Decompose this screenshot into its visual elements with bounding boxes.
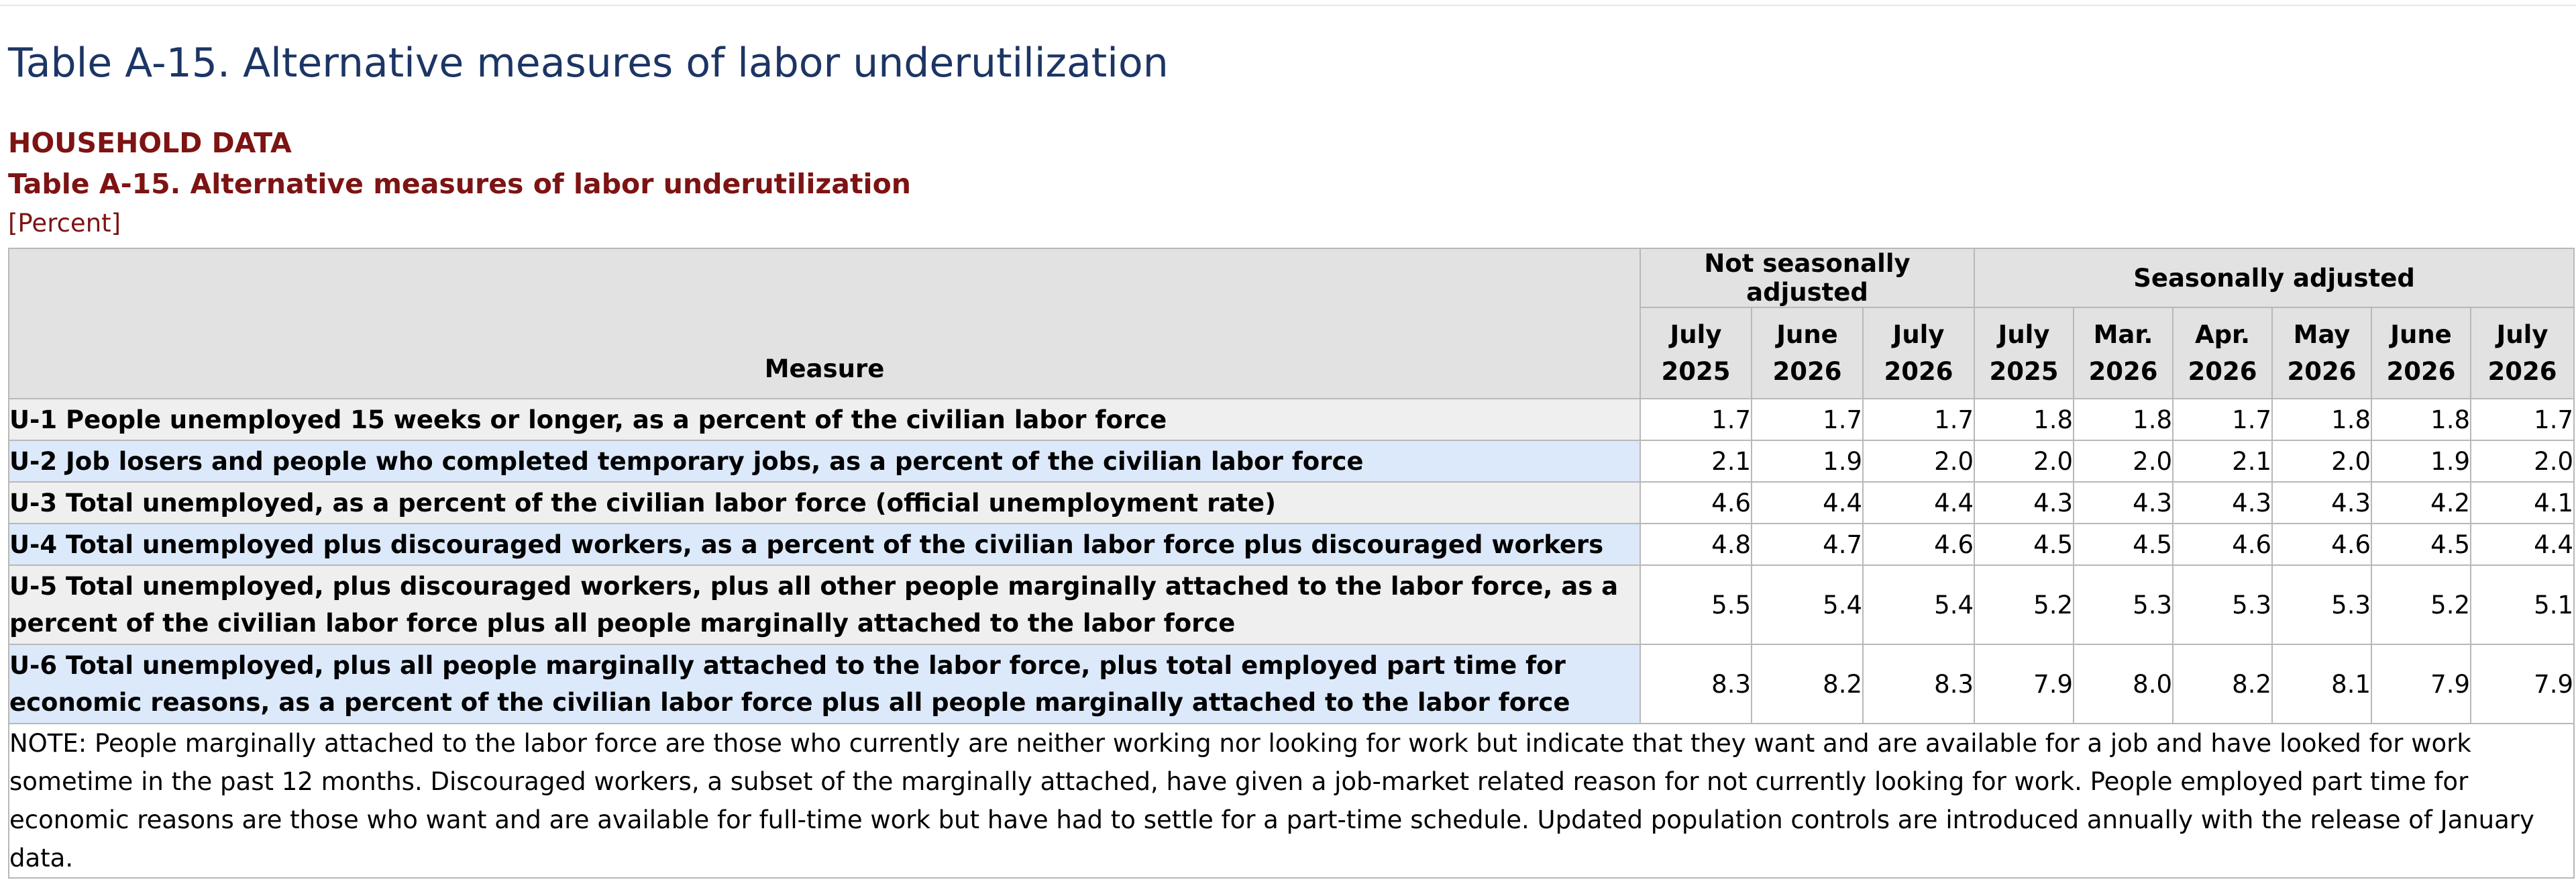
value-cell: 5.5 <box>1640 565 1752 644</box>
value-cell: 4.3 <box>1974 482 2074 524</box>
column-header-year: 2025 <box>1989 357 2059 386</box>
value-cell: 1.8 <box>2371 399 2471 440</box>
row-label: U-3 Total unemployed, as a percent of the civilian labor force (official unemployment rate) <box>9 482 1640 524</box>
dataset-label: HOUSEHOLD DATA <box>8 127 292 159</box>
value-cell: 1.7 <box>1863 399 1974 440</box>
value-cell: 5.4 <box>1752 565 1863 644</box>
value-cell: 4.6 <box>1640 482 1752 524</box>
value-cell: 4.5 <box>1974 524 2074 565</box>
column-header <box>2074 307 2173 399</box>
column-header <box>2173 307 2272 399</box>
column-header <box>2272 307 2371 399</box>
value-cell: 4.7 <box>1752 524 1863 565</box>
column-header-month: July <box>2496 320 2548 349</box>
value-cell: 8.1 <box>2272 644 2371 724</box>
column-header-year: 2026 <box>2386 357 2456 386</box>
value-cell: 1.8 <box>2074 399 2173 440</box>
row-label: U-6 Total unemployed, plus all people marginally attached to the labor force, plus total employed part time for economic reasons, as a percent of the civilian labor force plus all people marginally attached to the labor force <box>9 644 1640 724</box>
value-cell: 1.8 <box>1974 399 2074 440</box>
value-cell: 5.2 <box>1974 565 2074 644</box>
column-header-month: June <box>1776 320 1838 349</box>
value-cell: 1.7 <box>2471 399 2574 440</box>
value-cell: 5.3 <box>2074 565 2173 644</box>
value-cell: 2.0 <box>1974 440 2074 482</box>
value-cell: 4.3 <box>2173 482 2272 524</box>
column-header-month: Mar. <box>2093 320 2153 349</box>
value-cell: 1.7 <box>1752 399 1863 440</box>
row-label: U-4 Total unemployed plus discouraged workers, as a percent of the civilian labor force plus discouraged workers <box>9 524 1640 565</box>
value-cell: 4.4 <box>1752 482 1863 524</box>
column-header <box>1974 307 2074 399</box>
value-cell: 7.9 <box>1974 644 2074 724</box>
value-cell: 4.6 <box>2173 524 2272 565</box>
table-note: NOTE: People marginally attached to the labor force are those who currently are neither working nor looking for work but indicate that they want and are available for a job and have looked for work sometime in the past 12 months. Discouraged workers, a subset of the marginally attached, have given a job-market related reason for not currently looking for work. People employed part time for economic reasons are those who want and are available for full-time work but have had to settle for a part-time schedule. Updated population controls are introduced annually with the release of January data. <box>9 724 2574 878</box>
value-cell: 4.5 <box>2371 524 2471 565</box>
group-header-not-seasonally-adjusted: Not seasonally adjusted <box>1640 248 1974 307</box>
value-cell: 8.3 <box>1863 644 1974 724</box>
top-divider <box>0 5 2576 6</box>
value-cell: 4.6 <box>1863 524 1974 565</box>
value-cell: 7.9 <box>2471 644 2574 724</box>
column-header-month: July <box>1670 320 1722 349</box>
column-header-year: 2025 <box>1661 357 1731 386</box>
value-cell: 4.6 <box>2272 524 2371 565</box>
value-cell: 5.3 <box>2173 565 2272 644</box>
value-cell: 4.2 <box>2371 482 2471 524</box>
value-cell: 4.5 <box>2074 524 2173 565</box>
value-cell: 1.8 <box>2272 399 2371 440</box>
value-cell: 1.7 <box>1640 399 1752 440</box>
column-header <box>1863 307 1974 399</box>
value-cell: 2.0 <box>2074 440 2173 482</box>
table-row <box>9 399 2574 440</box>
value-cell: 2.0 <box>2272 440 2371 482</box>
column-header-year: 2026 <box>1884 357 1953 386</box>
column-header <box>2371 307 2471 399</box>
page-title: Table A-15. Alternative measures of labor underutilization <box>8 40 1169 87</box>
column-header-year: 2026 <box>2487 357 2557 386</box>
note-row <box>9 724 2574 878</box>
table-row <box>9 524 2574 565</box>
table-body <box>9 399 2574 724</box>
value-cell: 1.9 <box>2371 440 2471 482</box>
value-cell: 4.4 <box>1863 482 1974 524</box>
value-cell: 5.1 <box>2471 565 2574 644</box>
value-cell: 4.8 <box>1640 524 1752 565</box>
column-header <box>1752 307 1863 399</box>
column-header-month: July <box>1892 320 1945 349</box>
row-label: U-2 Job losers and people who completed temporary jobs, as a percent of the civilian labor force <box>9 440 1640 482</box>
units-label: [Percent] <box>8 209 121 238</box>
value-cell: 5.2 <box>2371 565 2471 644</box>
data-table <box>8 248 2575 879</box>
column-header <box>1640 307 1752 399</box>
column-header-month: Apr. <box>2194 320 2251 349</box>
table-title: Table A-15. Alternative measures of labor underutilization <box>8 168 911 200</box>
header-group-row <box>9 248 2574 307</box>
value-cell: 4.3 <box>2074 482 2173 524</box>
value-cell: 2.1 <box>1640 440 1752 482</box>
value-cell: 4.4 <box>2471 524 2574 565</box>
value-cell: 8.2 <box>2173 644 2272 724</box>
value-cell: 4.3 <box>2272 482 2371 524</box>
group-header-seasonally-adjusted: Seasonally adjusted <box>1974 248 2574 307</box>
value-cell: 2.0 <box>2471 440 2574 482</box>
column-header-year: 2026 <box>2188 357 2257 386</box>
value-cell: 4.1 <box>2471 482 2574 524</box>
value-cell: 2.1 <box>2173 440 2272 482</box>
measure-column-header: Measure <box>9 248 1640 399</box>
column-header-year: 2026 <box>2287 357 2357 386</box>
table-row <box>9 440 2574 482</box>
table-row <box>9 644 2574 724</box>
value-cell: 8.2 <box>1752 644 1863 724</box>
value-cell: 8.0 <box>2074 644 2173 724</box>
column-header <box>2471 307 2574 399</box>
column-header-month: June <box>2390 320 2452 349</box>
value-cell: 2.0 <box>1863 440 1974 482</box>
row-label: U-1 People unemployed 15 weeks or longer, as a percent of the civilian labor force <box>9 399 1640 440</box>
column-header-year: 2026 <box>2088 357 2158 386</box>
value-cell: 8.3 <box>1640 644 1752 724</box>
value-cell: 5.3 <box>2272 565 2371 644</box>
row-label: U-5 Total unemployed, plus discouraged workers, plus all other people marginally attached to the labor force, as a percent of the civilian labor force plus all people marginally attached to the labor force <box>9 565 1640 644</box>
column-header-year: 2026 <box>1772 357 1842 386</box>
value-cell: 1.9 <box>1752 440 1863 482</box>
column-header-month: May <box>2293 320 2351 349</box>
value-cell: 7.9 <box>2371 644 2471 724</box>
table-row <box>9 482 2574 524</box>
table-row <box>9 565 2574 644</box>
column-header-month: July <box>1998 320 2050 349</box>
value-cell: 5.4 <box>1863 565 1974 644</box>
value-cell: 1.7 <box>2173 399 2272 440</box>
